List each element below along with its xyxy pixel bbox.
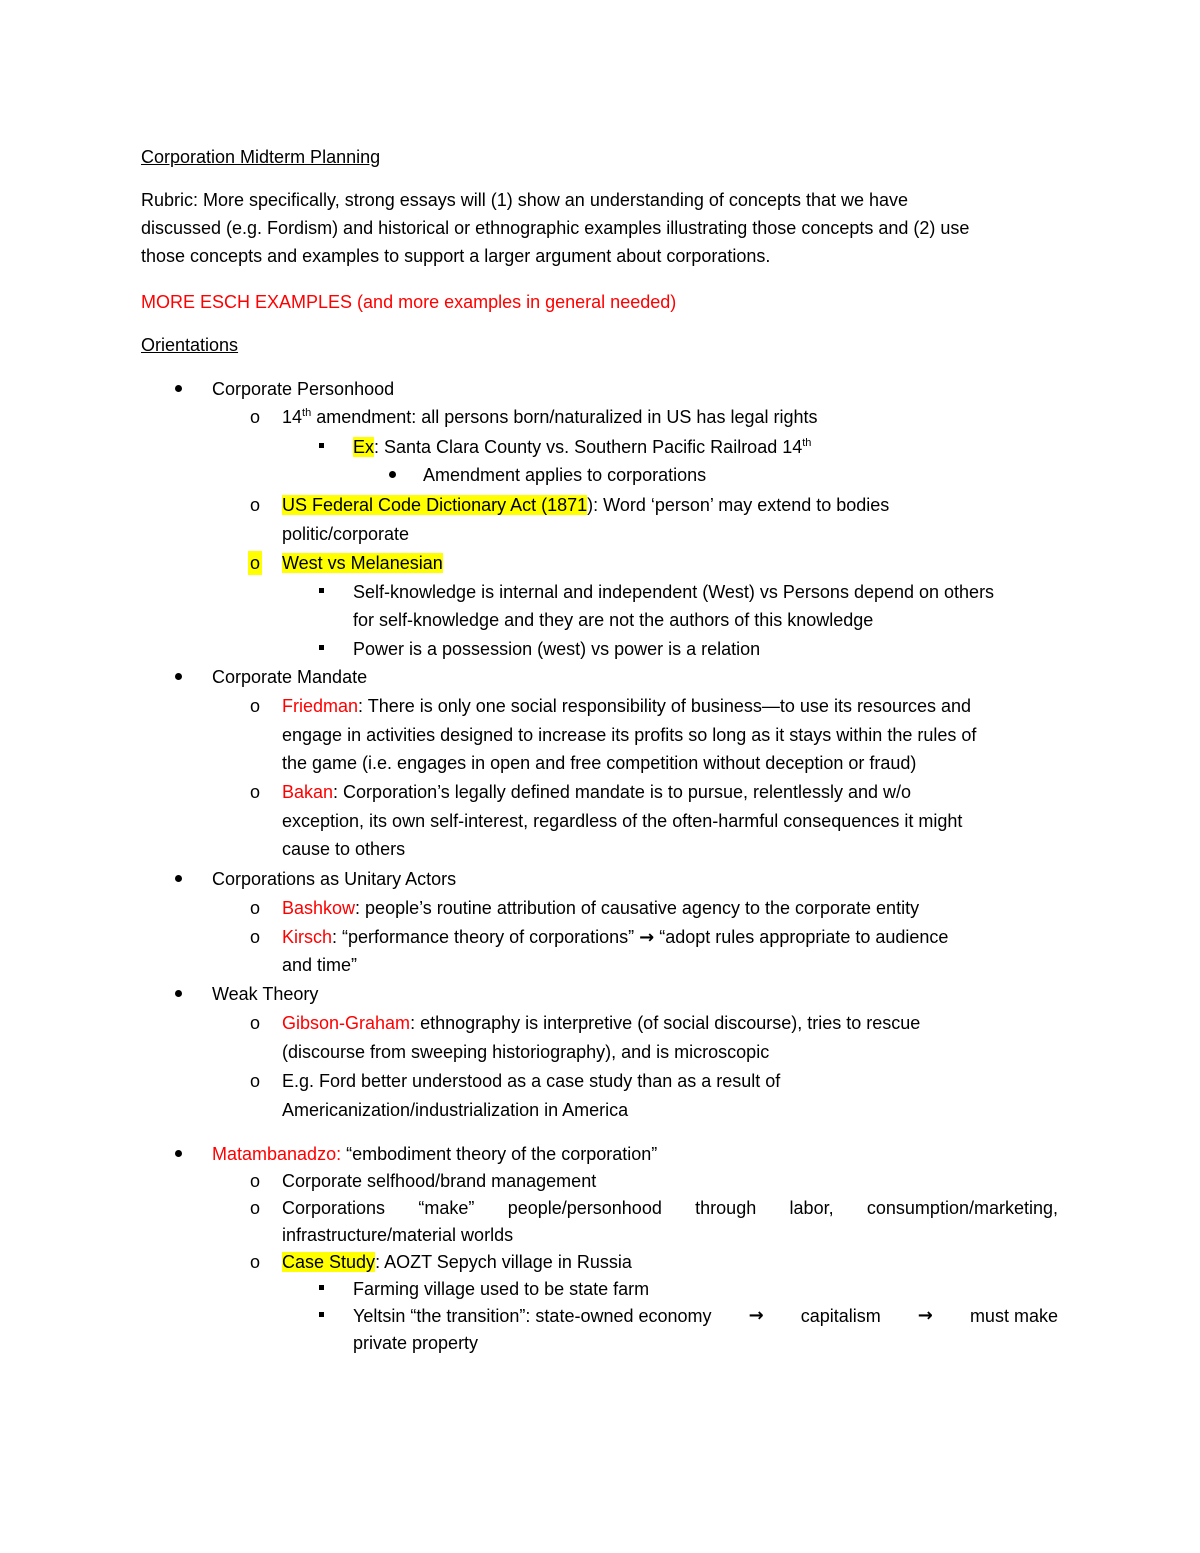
square-bullet-icon	[319, 588, 324, 593]
square-bullet-icon	[319, 645, 324, 650]
item-gibson-graham: Gibson-Graham: ethnography is interpretive (of social discourse), tries to rescue	[282, 1013, 921, 1033]
rubric-line-2: discussed (e.g. Fordism) and historical or ethnographic examples illustrating those concepts and (2) use	[141, 218, 970, 238]
case-yeltsin: Yeltsin “the transition”: state-owned economy → capitalism → must make	[353, 1305, 1058, 1326]
sub-bullet-marker: o	[249, 927, 260, 947]
sub-bullet-marker: o	[249, 1013, 260, 1033]
arrow-right-icon: →	[639, 927, 655, 948]
square-bullet-icon	[319, 1312, 324, 1317]
square-bullet-icon	[319, 443, 324, 448]
sub-bullet-marker-highlighted: o	[249, 553, 260, 573]
bullet-dot-icon	[175, 673, 182, 680]
bullet-dot-icon	[175, 385, 182, 392]
bullet-dot-icon	[175, 875, 182, 882]
item-bakan-cont-2: cause to others	[282, 839, 406, 859]
item-friedman: Friedman: There is only one social responsibility of business—to use its resources and	[282, 696, 972, 716]
topic-corporate-personhood: Corporate Personhood	[212, 379, 395, 399]
sub-bullet-marker: o	[249, 407, 260, 427]
west-self-knowledge-cont: for self-knowledge and they are not the authors of this knowledge	[353, 610, 874, 630]
sub-bullet-marker: o	[249, 495, 260, 515]
sub-bullet-marker: o	[249, 696, 260, 716]
case-yeltsin-cont: private property	[353, 1333, 479, 1353]
rubric-line-1: Rubric: More specifically, strong essays will (1) show an understanding of concepts that we have	[141, 190, 909, 210]
sub-bullet-marker: o	[249, 1198, 260, 1218]
topic-matambanadzo: Matambanadzo: “embodiment theory of the corporation”	[212, 1144, 658, 1164]
sub-bullet-marker: o	[249, 1171, 260, 1191]
note-more-examples: MORE ESCH EXAMPLES (and more examples in general needed)	[141, 292, 677, 312]
item-federal-code: US Federal Code Dictionary Act (1871): Word ‘person’ may extend to bodies	[282, 495, 890, 515]
item-federal-code-cont: politic/corporate	[282, 524, 410, 544]
topic-corporate-mandate: Corporate Mandate	[212, 667, 368, 687]
square-bullet-icon	[319, 1285, 324, 1290]
page-title: Corporation Midterm Planning	[141, 147, 381, 167]
item-ford-example: E.g. Ford better understood as a case study than as a result of	[282, 1071, 781, 1091]
item-corporate-selfhood: Corporate selfhood/brand management	[282, 1171, 597, 1191]
bullet-dot-icon	[389, 471, 396, 478]
west-self-knowledge: Self-knowledge is internal and independent (West) vs Persons depend on others	[353, 582, 995, 602]
item-bashkow: Bashkow: people’s routine attribution of causative agency to the corporate entity	[282, 898, 920, 918]
topic-unitary-actors: Corporations as Unitary Actors	[212, 869, 457, 889]
west-power: Power is a possession (west) vs power is a relation	[353, 639, 761, 659]
example-amendment-applies: Amendment applies to corporations	[423, 465, 707, 485]
sub-bullet-marker: o	[249, 1071, 260, 1091]
item-friedman-cont-1: engage in activities designed to increase its profits so long as it stays within the rules of	[282, 725, 977, 745]
arrow-right-icon: →	[748, 1305, 764, 1326]
bullet-dot-icon	[175, 1150, 182, 1157]
item-14th-amendment: 14th amendment: all persons born/naturalized in US has legal rights	[282, 407, 818, 427]
item-gibson-graham-cont: (discourse from sweeping historiography), and is microscopic	[282, 1042, 770, 1062]
item-friedman-cont-2: the game (i.e. engages in open and free competition without deception or fraud)	[282, 753, 917, 773]
example-santa-clara: Ex: Santa Clara County vs. Southern Pacific Railroad 14th	[353, 437, 812, 457]
item-ford-example-cont: Americanization/industrialization in America	[282, 1100, 629, 1120]
item-west-vs-melanesian: West vs Melanesian	[282, 553, 443, 573]
arrow-right-icon: →	[917, 1305, 933, 1326]
item-kirsch-cont: and time”	[282, 955, 358, 975]
sub-bullet-marker: o	[249, 898, 260, 918]
topic-weak-theory: Weak Theory	[212, 984, 319, 1004]
sub-bullet-marker: o	[249, 1252, 260, 1272]
case-farming-village: Farming village used to be state farm	[353, 1279, 650, 1299]
sub-bullet-marker: o	[249, 782, 260, 802]
item-bakan-cont-1: exception, its own self-interest, regardless of the often-harmful consequences it might	[282, 811, 963, 831]
item-bakan: Bakan: Corporation’s legally defined mandate is to pursue, relentlessly and w/o	[282, 782, 912, 802]
item-corporations-make-cont: infrastructure/material worlds	[282, 1225, 514, 1245]
item-corporations-make: Corporations “make” people/personhood through labor, consumption/marketing,	[282, 1198, 1058, 1218]
item-kirsch: Kirsch: “performance theory of corporations” → “adopt rules appropriate to audience	[282, 927, 949, 948]
orientations-heading: Orientations	[141, 335, 239, 355]
item-case-study: Case Study: AOZT Sepych village in Russia	[282, 1252, 632, 1272]
rubric-line-3: those concepts and examples to support a larger argument about corporations.	[141, 246, 771, 266]
bullet-dot-icon	[175, 990, 182, 997]
